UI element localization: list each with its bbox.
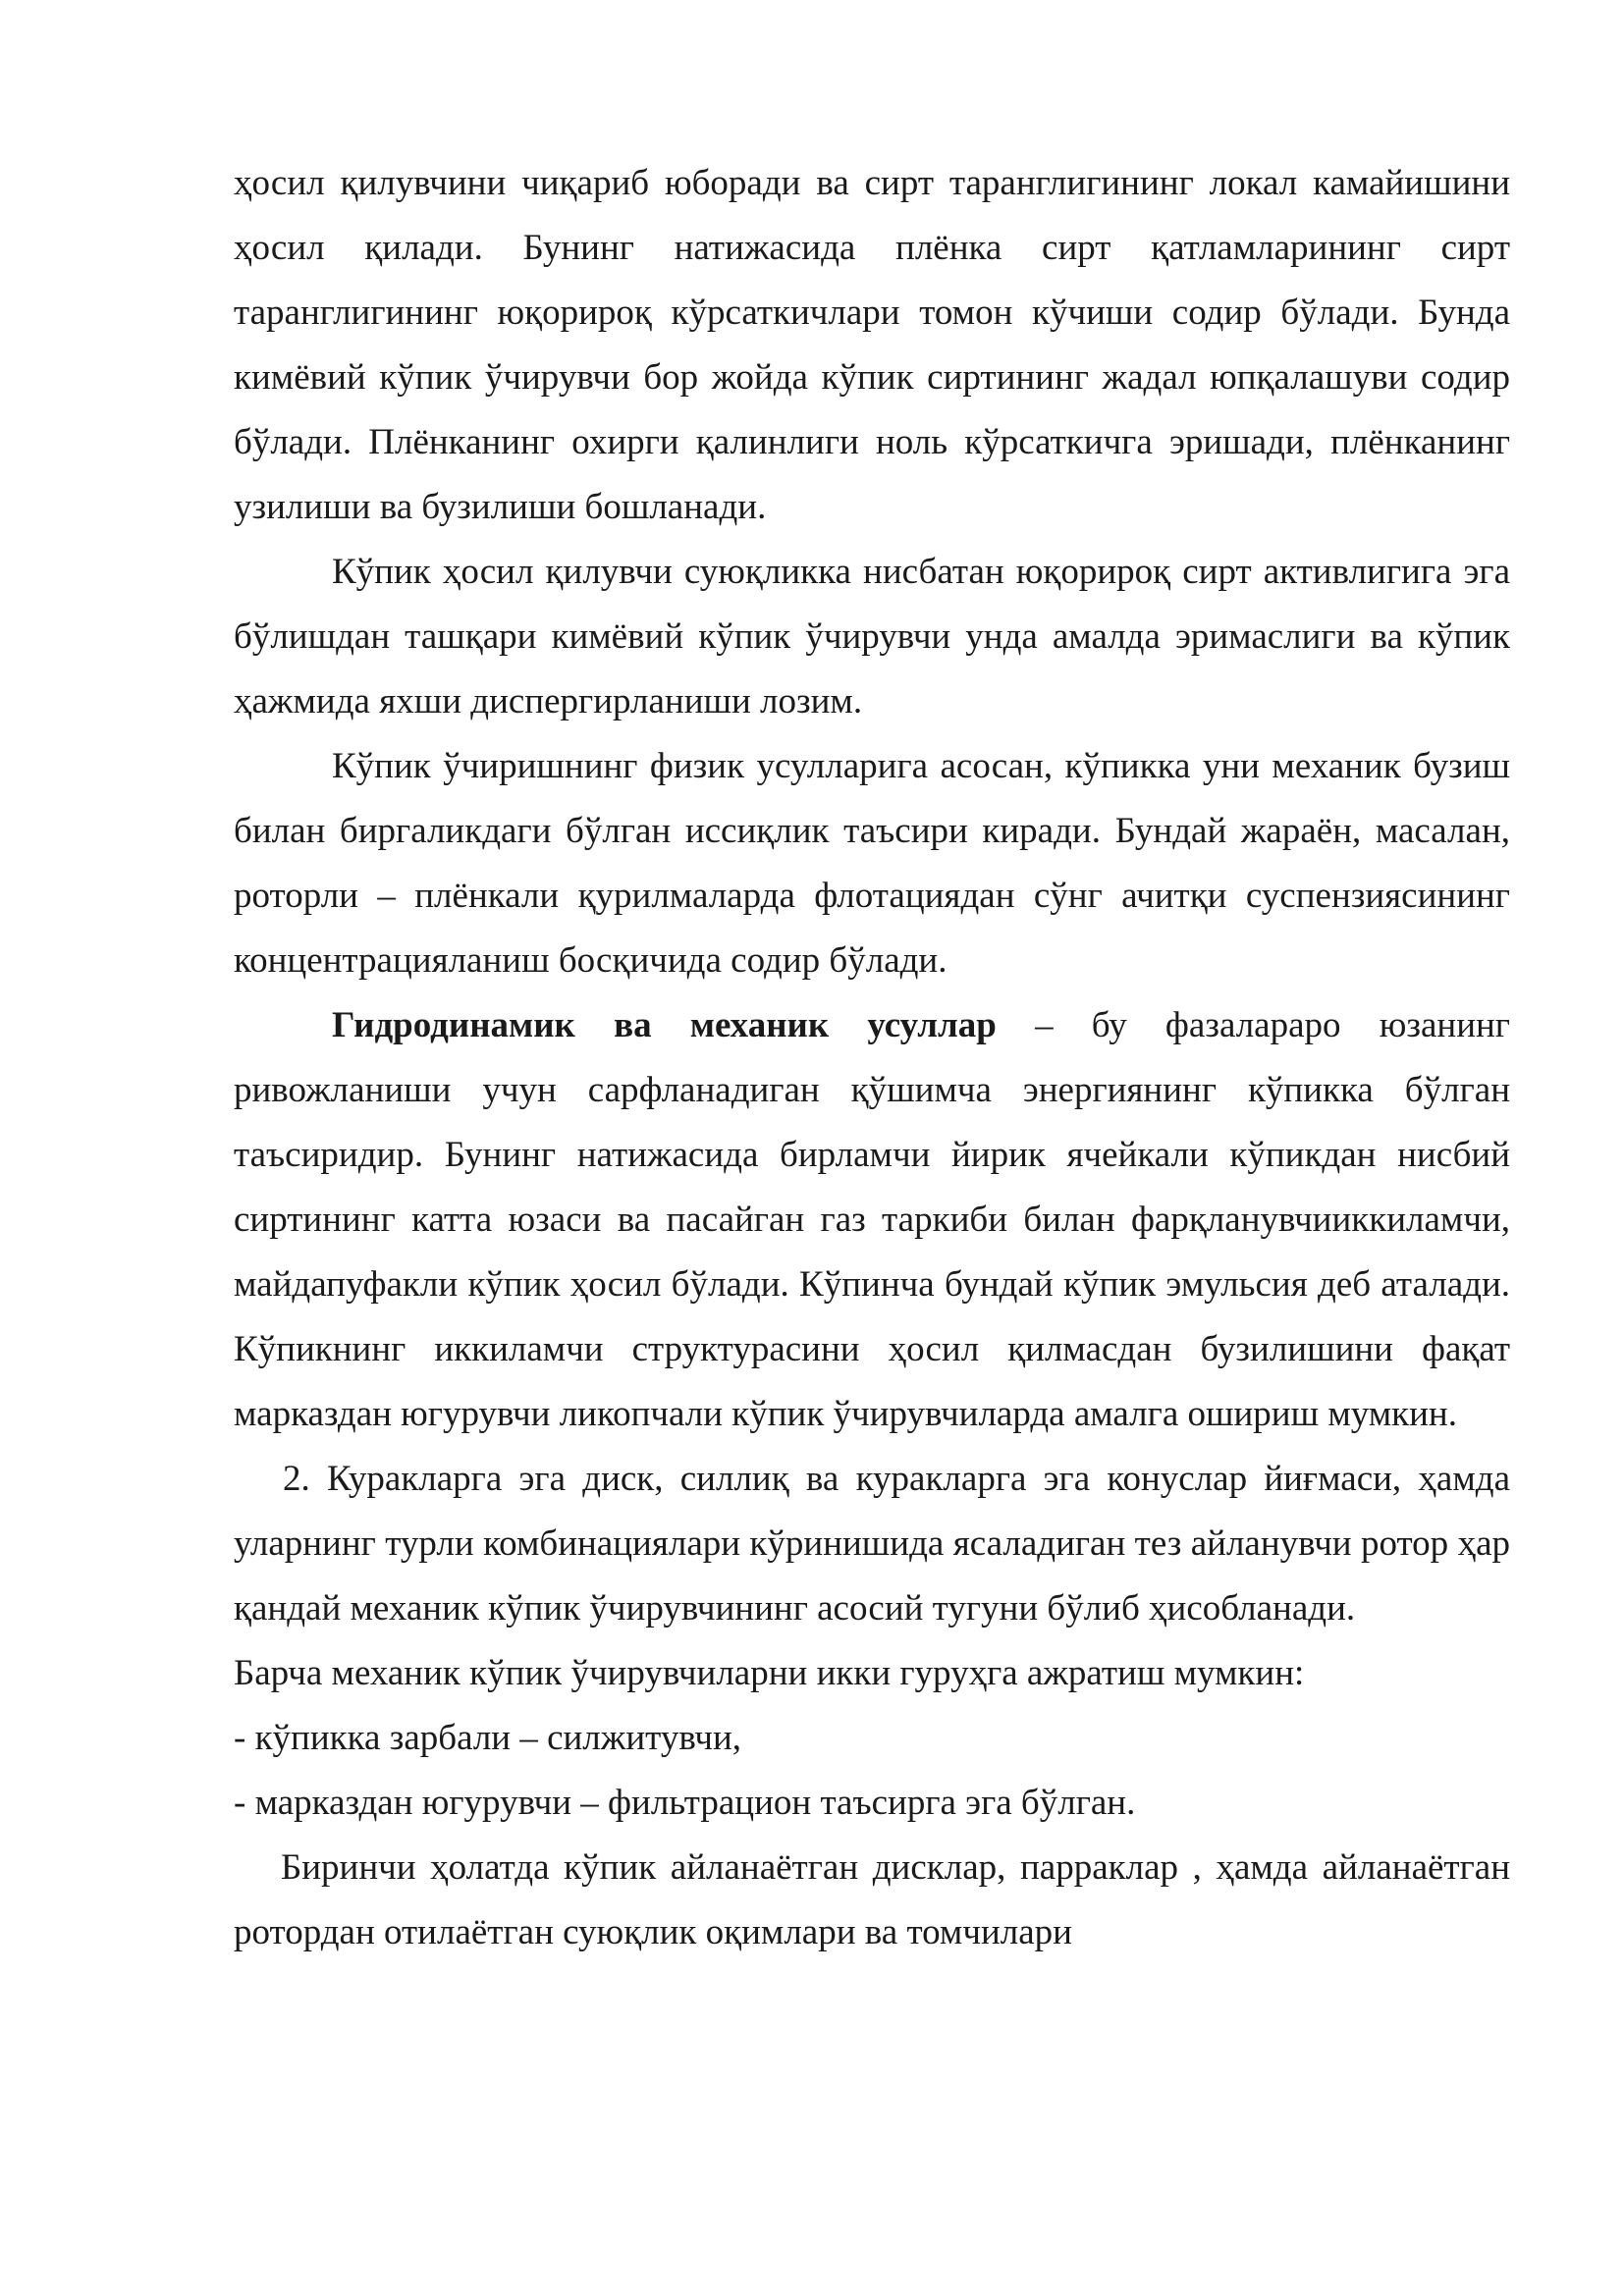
numbered-item-2: 2. Куракларга эга диск, силлиқ ва куракларга эга конуслар йиғмаси, ҳамда уларнинг турли комбинациялари кўринишида ясаладиган тез айланувчи ротор ҳар қандай механик кўпик ўчирувчининг асосий тугуни бўлиб ҳисобланади. <box>234 1459 1510 1629</box>
paragraph-6: Барча механик кўпик ўчирувчиларни икки гуруҳга ажратиш мумкин: <box>234 1653 1305 1693</box>
paragraph-3: Кўпик ўчиришнинг физик усулларига асосан, кўпикка уни механик бузиш билан биргаликдаги бўлган иссиқлик таъсири киради. Бундай жараён, масалан, роторли – плёнкали қурилмаларда флотациядан сўнг ачитқи суспензиясининг концентрацияланиш босқичида содир бўлади. <box>234 746 1510 981</box>
paragraph-4 <box>234 993 1510 1447</box>
document-page <box>234 151 1510 1965</box>
paragraph-2: Кўпик ҳосил қилувчи суюқликка нисбатан юқорироқ сирт активлигига эга бўлишдан ташқари кимёвий кўпик ўчирувчи унда амалда эримаслиги ва кўпик ҳажмида яхши диспергирланиши лозим. <box>234 552 1510 721</box>
paragraph-9: Биринчи ҳолатда кўпик айланаётган дисклар, парраклар , ҳамда айланаётган ротордан отилаётган суюқлик оқимлари ва томчилари <box>234 1847 1510 1952</box>
paragraph-1: ҳосил қилувчини чиқариб юборади ва сирт таранглигининг локал камайишини ҳосил қилади. Бунинг натижасида плёнка сирт қатламларининг сирт таранглигининг юқорироқ кўрсаткичлари томон кўчиши содир бўлади. Бунда кимёвий кўпик ўчирувчи бор жойда кўпик сиртининг жадал юпқалашуви содир бўлади. Плёнканинг охирги қалинлиги ноль кўрсаткичга эришади, плёнканинг узилиши ва бузилиши бошланади. <box>234 163 1510 527</box>
list-item-2: - марказдан югурувчи – фильтрацион таъсирга эга бўлган. <box>234 1783 1136 1823</box>
paragraph-4-heading: Гидродинамик ва механик усуллар <box>332 1005 997 1045</box>
paragraph-4-body: – бу фазалараро юзанинг ривожланиши учун сарфланадиган қўшимча энергиянинг кўпикка бўлган таъсиридир. Бунинг натижасида бирламчи йирик ячейкали кўпикдан нисбий сиртининг катта юзаси ва пасайган газ таркиби билан фарқланувчииккиламчи, майдапуфакли кўпик ҳосил бўлади. Кўпинча бундай кўпик эмульсия деб аталади. Кўпикнинг иккиламчи структурасини ҳосил қилмасдан бузилишини фақат марказдан югурувчи ликопчали кўпик ўчирувчиларда амалга ошириш мумкин. <box>234 1005 1510 1434</box>
list-item-1: - кўпикка зарбали – силжитувчи, <box>234 1718 742 1758</box>
